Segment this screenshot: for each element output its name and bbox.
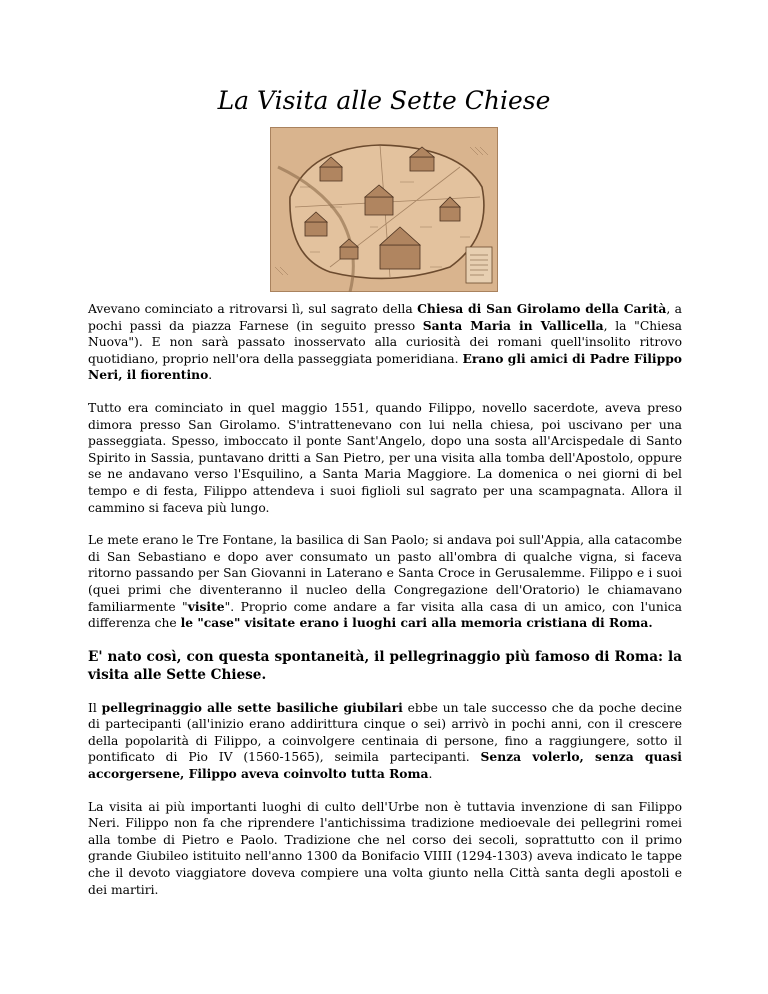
bold-text: pellegrinaggio alle sette basiliche giubilari [101,699,403,715]
text-run: , la "Chiesa Nuova"). E non sarà passato inosservato alla curiosità dei romani quell'insolito ritrovo quotidiano, proprio nell'ora della passeggiata pomeridiana. [88,318,682,366]
text-run: Il [88,700,102,715]
paragraph-5 [88,700,682,783]
text-run: Avevano cominciato a ritrovarsi lì, sul sagrato della [88,302,418,316]
paragraph-2 [88,400,682,516]
map-engraving-illustration [270,127,498,292]
article-body [88,301,682,914]
bold-text: Santa Maria in Vallicella [422,317,604,333]
bold-text: Erano gli amici di Padre Filippo Neri, il fiorentino [88,350,682,383]
paragraph-3 [88,532,682,632]
text-run: . [428,767,433,782]
text-run: Tutto era cominciato in quel maggio 1551, quando Filippo, novello sacerdote, aveva preso dimora presso San Girolamo. S'intrattenevano con lui nella chiesa, poi uscivano per una passeggiata. Spesso, imboccato il ponte Sant'Angelo, dopo una sosta all'Arcispedale di Santo Spirito in Sassia, puntavano dritti a San Pietro, per una visita alla tomba dell'Apostolo, oppure se ne andavano verso l'Esquilino, a Santa Maria Maggiore. La domenica o nei giorni di bel tempo e di festa, Filippo attendeva i suoi figlioli sul sagrato per una scampagnata. Allora il cammino si faceva più lungo. [88,400,682,515]
text-run: ". Proprio come andare a far visita alla casa di un amico, con l'unica differenza che [88,599,682,631]
bold-text: visite [187,598,225,614]
bold-text: Senza volerlo, senza quasi accorgersene, Filippo aveva coinvolto tutta Roma [88,749,682,782]
text-run: ebbe un tale successo che da poche decine di partecipanti (all'inizio erano addirittura cinque o sei) arrivò in pochi anni, con il crescere della popolarità di Filippo, a coinvolgere centinaia di persone, fino a raggiungere, sotto il pontificato di Pio IV (1560-1565), seimila partecipanti. [88,700,683,765]
bold-text: E' nato così, con questa spontaneità, il pellegrinaggio più famoso di Roma: la visita alle Sette Chiese. [88,648,682,683]
paragraph-4 [88,648,682,684]
page-title: La Visita alle Sette Chiese [217,86,551,115]
bold-text: le "case" visitate erano i luoghi cari alla memoria cristiana di Roma. [180,615,653,631]
text-run: La visita ai più importanti luoghi di culto dell'Urbe non è tuttavia invenzione di san Filippo Neri. Filippo non fa che riprendere l'antichissima tradizione medioevale dei pellegrini romei alla tombe di Pietro e Paolo. Tradizione che nel corso dei secoli, soprattutto con il primo grande Giubileo istituito nell'anno 1300 da Bonifacio VIIII (1294-1303) aveva indicato le tappe che il devoto viaggiatore doveva compiere una volta giunto nella Città santa degli apostoli e dei martiri. [88,799,682,897]
paragraph-6 [88,799,682,899]
bold-text: Chiesa di San Girolamo della Carità [417,301,667,316]
text-run: , a pochi passi da piazza Farnese (in seguito presso [88,302,682,333]
text-run: Le mete erano le Tre Fontane, la basilica di San Paolo; si andava poi sull'Appia, alla catacombe di San Sebastiano e dopo aver consumato un pasto all'ombra di qualche vigna, si faceva ritorno passando per San Giovanni in Laterano e Santa Croce in Gerusalemme. Filippo e i suoi (quei primi che diventeranno il nucleo della Congregazione dell'Oratorio) le chiamavano familiarmente " [88,533,682,614]
paragraph-1 [88,301,682,384]
text-run: . [208,368,213,383]
rome-seven-churches-map [270,127,498,292]
